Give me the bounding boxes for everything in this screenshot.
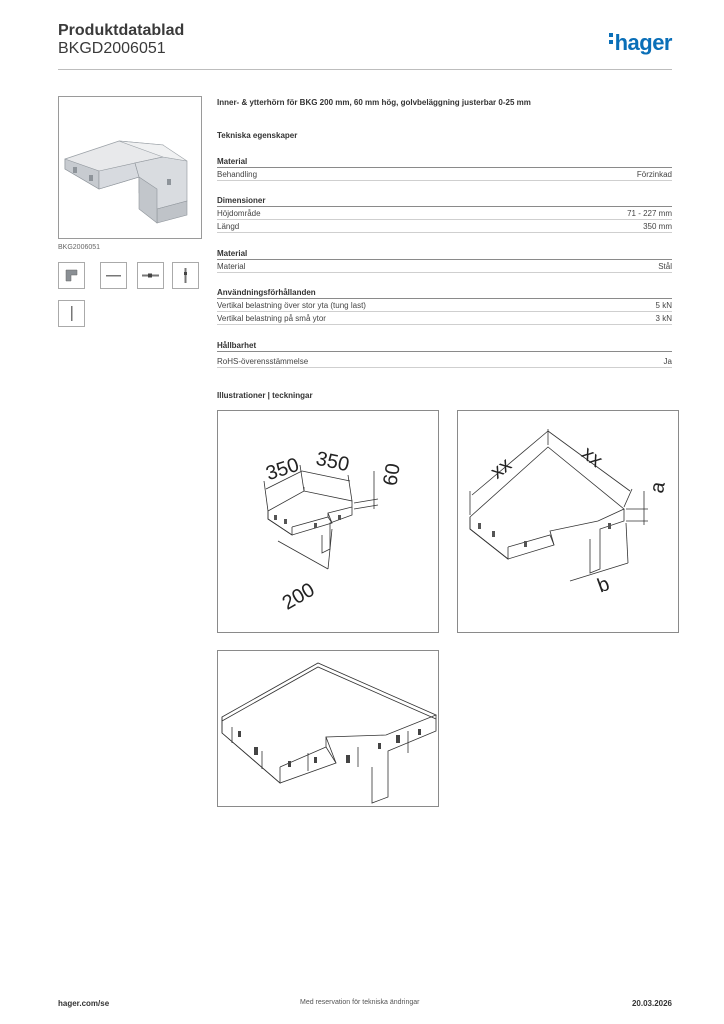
property-value: Ja bbox=[663, 357, 672, 366]
dimension-label-length-a: 350 bbox=[263, 453, 302, 486]
product-code: BKGD2006051 bbox=[58, 40, 166, 57]
profile-thumbnail[interactable] bbox=[137, 262, 164, 289]
product-image[interactable] bbox=[58, 96, 202, 239]
group-title: Hållbarhet bbox=[217, 340, 672, 352]
property-value: 71 - 227 mm bbox=[627, 209, 672, 218]
vertical-view-thumbnail[interactable] bbox=[58, 300, 85, 327]
dimension-label-length-a: xx bbox=[486, 453, 516, 484]
group-title: Material bbox=[217, 248, 672, 260]
corner-thumbnail-icon bbox=[59, 263, 84, 288]
dimension-label-width: 200 bbox=[278, 578, 319, 615]
brand-logo: hager bbox=[609, 30, 672, 56]
property-group bbox=[217, 156, 672, 181]
property-label: Vertikal belastning över stor yta (tung last) bbox=[217, 301, 366, 310]
footer-notice: Med reservation för tekniska ändringar bbox=[300, 999, 420, 1006]
property-label: Vertikal belastning på små ytor bbox=[217, 314, 326, 323]
property-row bbox=[217, 355, 672, 368]
property-label: RoHS-överensstämmelse bbox=[217, 357, 309, 366]
property-group bbox=[217, 248, 672, 273]
page-header bbox=[58, 22, 672, 70]
property-value: 5 kN bbox=[655, 301, 672, 310]
side-view-thumbnail-icon bbox=[101, 263, 126, 288]
corner-thumbnail[interactable] bbox=[58, 262, 85, 289]
property-row bbox=[217, 207, 672, 220]
property-label: Längd bbox=[217, 222, 240, 231]
technical-properties-heading: Tekniska egenskaper bbox=[217, 131, 298, 140]
logo-dots-icon bbox=[609, 33, 613, 47]
group-title: Material bbox=[217, 156, 672, 168]
property-value: 350 mm bbox=[643, 222, 672, 231]
property-label: Höjdområde bbox=[217, 209, 261, 218]
property-row bbox=[217, 312, 672, 325]
property-label: Behandling bbox=[217, 170, 258, 179]
end-view-thumbnail-icon bbox=[173, 263, 198, 288]
property-value: Stål bbox=[658, 262, 672, 271]
dimension-label-height: 60 bbox=[379, 461, 405, 488]
image-caption: BKG2006051 bbox=[58, 244, 101, 251]
vertical-view-thumbnail-icon bbox=[59, 301, 84, 326]
property-group bbox=[217, 340, 672, 368]
property-row bbox=[217, 299, 672, 312]
dimension-label-length-b: 350 bbox=[313, 447, 352, 477]
property-value: Förzinkad bbox=[636, 170, 672, 179]
property-label: Material bbox=[217, 262, 246, 271]
side-view-thumbnail[interactable] bbox=[100, 262, 127, 289]
end-view-thumbnail[interactable] bbox=[172, 262, 199, 289]
footer-date: 20.03.2026 bbox=[631, 999, 672, 1008]
footer-website-link[interactable]: hager.com/se bbox=[58, 999, 110, 1008]
property-value: 3 kN bbox=[655, 314, 672, 323]
property-row bbox=[217, 168, 672, 181]
property-row bbox=[217, 220, 672, 233]
dimension-label-length-b: xx bbox=[577, 442, 607, 472]
illustrations-heading: Illustrationer | teckningar bbox=[217, 391, 313, 400]
dimension-label-height: a bbox=[646, 480, 670, 495]
dimension-drawing[interactable] bbox=[217, 410, 439, 633]
property-group bbox=[217, 195, 672, 233]
group-title: Dimensioner bbox=[217, 195, 672, 207]
property-row bbox=[217, 260, 672, 273]
variable-dimension-drawing[interactable] bbox=[457, 410, 679, 633]
profile-thumbnail-icon bbox=[138, 263, 163, 288]
document-title: Produktdatablad bbox=[58, 22, 185, 39]
dimension-label-width: b bbox=[594, 572, 613, 598]
group-title: Användningsförhållanden bbox=[217, 287, 672, 299]
product-description: Inner- & ytterhörn för BKG 200 mm, 60 mm hög, golvbeläggning justerbar 0-25 mm bbox=[217, 98, 531, 107]
property-group bbox=[217, 287, 672, 325]
isometric-drawing[interactable] bbox=[217, 650, 439, 807]
